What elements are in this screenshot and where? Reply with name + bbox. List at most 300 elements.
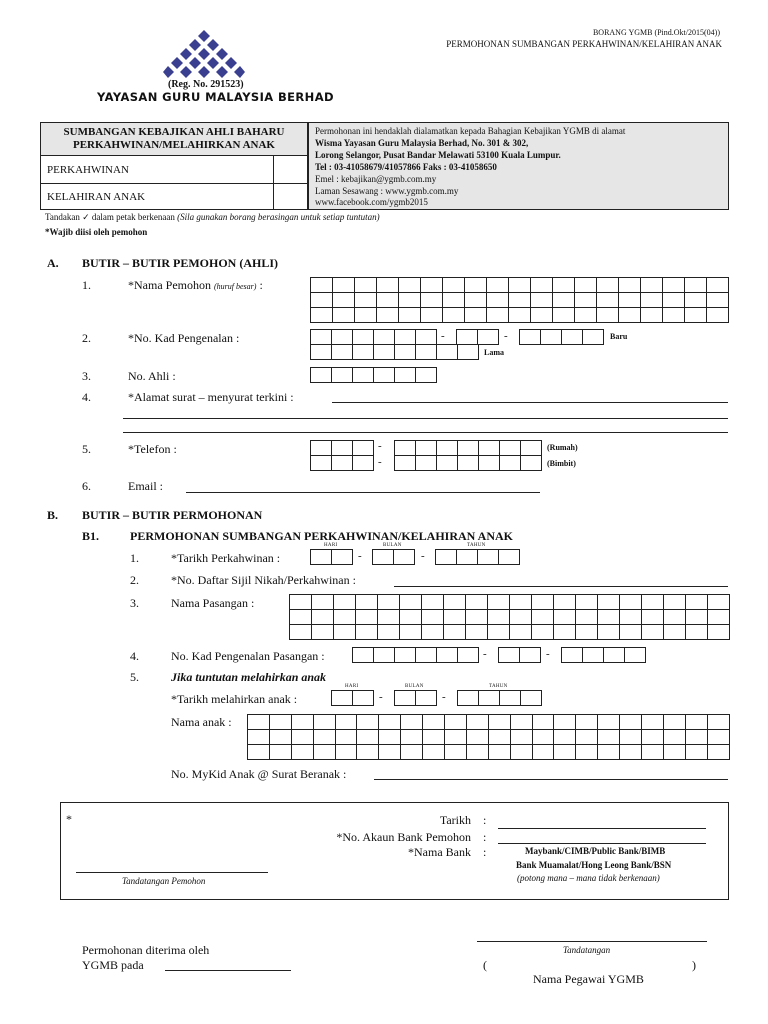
char-box[interactable] — [487, 293, 509, 308]
colon: : — [483, 830, 487, 844]
char-box[interactable] — [458, 345, 479, 360]
char-box[interactable] — [532, 610, 554, 625]
char-box[interactable] — [466, 625, 488, 640]
char-box[interactable] — [708, 595, 730, 610]
char-box[interactable] — [400, 595, 422, 610]
char-box[interactable] — [374, 330, 395, 345]
char-box[interactable] — [401, 715, 423, 730]
char-box[interactable] — [489, 730, 511, 745]
char-box[interactable] — [499, 550, 520, 565]
char-box[interactable] — [248, 715, 270, 730]
char-box[interactable] — [332, 441, 353, 456]
char-box[interactable] — [663, 278, 685, 293]
char-box[interactable] — [314, 745, 336, 760]
char-box[interactable] — [509, 293, 531, 308]
char-box[interactable] — [686, 595, 708, 610]
char-box[interactable] — [270, 745, 292, 760]
char-box[interactable] — [466, 595, 488, 610]
char-box[interactable] — [598, 625, 620, 640]
bank-note: (potong mana – mana tidak berkenaan) — [517, 873, 660, 883]
char-box[interactable] — [437, 456, 458, 471]
char-box[interactable] — [443, 308, 465, 323]
tarikh-kahwin-tahun[interactable] — [435, 549, 520, 565]
char-box[interactable] — [333, 278, 355, 293]
char-box[interactable] — [533, 730, 555, 745]
char-box[interactable] — [532, 595, 554, 610]
char-box[interactable] — [620, 715, 642, 730]
char-box[interactable] — [583, 648, 604, 663]
char-box[interactable] — [422, 595, 444, 610]
char-box[interactable] — [311, 293, 333, 308]
char-box[interactable] — [685, 308, 707, 323]
char-box[interactable] — [598, 595, 620, 610]
char-box[interactable] — [487, 308, 509, 323]
char-box[interactable] — [395, 691, 416, 706]
char-box[interactable] — [270, 730, 292, 745]
char-box[interactable] — [510, 595, 532, 610]
char-box[interactable] — [395, 330, 416, 345]
char-box[interactable] — [374, 345, 395, 360]
char-box[interactable] — [333, 308, 355, 323]
nama-pasangan-grid[interactable] — [289, 594, 730, 640]
char-box[interactable] — [663, 308, 685, 323]
char-box[interactable] — [422, 610, 444, 625]
char-box[interactable] — [377, 278, 399, 293]
char-box[interactable] — [373, 550, 394, 565]
char-box[interactable] — [290, 625, 312, 640]
char-box[interactable] — [353, 345, 374, 360]
char-box[interactable] — [554, 730, 576, 745]
char-box[interactable] — [642, 745, 664, 760]
char-box[interactable] — [532, 625, 554, 640]
char-box[interactable] — [314, 715, 336, 730]
char-box[interactable] — [553, 278, 575, 293]
char-box[interactable] — [336, 715, 358, 730]
char-box[interactable] — [336, 730, 358, 745]
char-box[interactable] — [311, 441, 332, 456]
char-box[interactable] — [708, 745, 730, 760]
tandatangan-pegawai-line[interactable] — [477, 941, 707, 942]
char-box[interactable] — [401, 730, 423, 745]
char-box[interactable] — [597, 308, 619, 323]
char-box[interactable] — [443, 278, 465, 293]
char-box[interactable] — [467, 730, 489, 745]
char-box[interactable] — [333, 293, 355, 308]
mykid-label: No. MyKid Anak @ Surat Beranak : — [171, 767, 347, 781]
char-box[interactable] — [686, 730, 708, 745]
char-box[interactable] — [500, 441, 521, 456]
char-box[interactable] — [685, 293, 707, 308]
char-box[interactable] — [554, 610, 576, 625]
char-box[interactable] — [467, 745, 489, 760]
char-box[interactable] — [576, 625, 598, 640]
char-box[interactable] — [488, 625, 510, 640]
char-box[interactable] — [458, 648, 479, 663]
char-box[interactable] — [423, 730, 445, 745]
char-box[interactable] — [620, 595, 642, 610]
char-box[interactable] — [554, 715, 576, 730]
telefon-bimbit-number[interactable] — [394, 455, 542, 471]
char-box[interactable] — [457, 550, 478, 565]
dash: - — [421, 550, 425, 562]
char-box[interactable] — [583, 330, 604, 345]
char-box[interactable] — [554, 745, 576, 760]
char-box[interactable] — [575, 278, 597, 293]
char-box[interactable] — [510, 625, 532, 640]
char-box[interactable] — [642, 730, 664, 745]
char-box[interactable] — [395, 441, 416, 456]
char-box[interactable] — [510, 610, 532, 625]
char-box[interactable] — [445, 715, 467, 730]
tarikh-kahwin-bulan[interactable] — [372, 549, 415, 565]
char-box[interactable] — [444, 595, 466, 610]
char-box[interactable] — [443, 293, 465, 308]
char-box[interactable] — [664, 715, 686, 730]
ic-pasangan-part1[interactable] — [352, 647, 479, 663]
char-box[interactable] — [399, 278, 421, 293]
char-box[interactable] — [685, 278, 707, 293]
char-box[interactable] — [509, 278, 531, 293]
char-box[interactable] — [489, 745, 511, 760]
char-box[interactable] — [311, 456, 332, 471]
char-box[interactable] — [379, 745, 401, 760]
char-box[interactable] — [423, 715, 445, 730]
char-box[interactable] — [553, 293, 575, 308]
char-box[interactable] — [686, 745, 708, 760]
char-box[interactable] — [292, 715, 314, 730]
diterima-date-field[interactable] — [165, 970, 291, 971]
char-box[interactable] — [416, 648, 437, 663]
char-box[interactable] — [311, 308, 333, 323]
char-box[interactable] — [357, 745, 379, 760]
char-box[interactable] — [707, 308, 729, 323]
char-box[interactable] — [531, 293, 553, 308]
char-box[interactable] — [395, 345, 416, 360]
char-box[interactable] — [353, 691, 374, 706]
char-box[interactable] — [444, 625, 466, 640]
char-box[interactable] — [270, 715, 292, 730]
char-box[interactable] — [686, 625, 708, 640]
char-box[interactable] — [511, 715, 533, 730]
char-box[interactable] — [422, 625, 444, 640]
char-box[interactable] — [598, 715, 620, 730]
char-box[interactable] — [357, 715, 379, 730]
char-box[interactable] — [521, 441, 542, 456]
char-box[interactable] — [400, 625, 422, 640]
checkbox-perkahwinan[interactable] — [273, 155, 308, 184]
info-cell — [308, 122, 729, 210]
email-field[interactable] — [186, 492, 540, 493]
char-box[interactable] — [489, 715, 511, 730]
char-box[interactable] — [423, 745, 445, 760]
char-box[interactable] — [488, 595, 510, 610]
char-box[interactable] — [562, 330, 583, 345]
char-box[interactable] — [458, 456, 479, 471]
char-box[interactable] — [394, 550, 415, 565]
char-box[interactable] — [312, 595, 334, 610]
char-box[interactable] — [416, 345, 437, 360]
char-box[interactable] — [379, 730, 401, 745]
dash: - — [546, 648, 550, 660]
char-box[interactable] — [553, 308, 575, 323]
char-box[interactable] — [664, 745, 686, 760]
char-box[interactable] — [395, 368, 416, 383]
char-box[interactable] — [332, 345, 353, 360]
char-box[interactable] — [353, 330, 374, 345]
char-box[interactable] — [356, 625, 378, 640]
char-box[interactable] — [533, 745, 555, 760]
char-box[interactable] — [353, 441, 374, 456]
char-box[interactable] — [663, 293, 685, 308]
char-box[interactable] — [334, 625, 356, 640]
char-box[interactable] — [597, 278, 619, 293]
char-box[interactable] — [332, 368, 353, 383]
char-box[interactable] — [511, 745, 533, 760]
ic-baru-part2[interactable] — [456, 329, 499, 345]
char-box[interactable] — [377, 308, 399, 323]
alamat-line-1[interactable] — [332, 402, 728, 403]
char-box[interactable] — [479, 691, 500, 706]
nama-pemohon-grid[interactable] — [310, 277, 729, 323]
char-box[interactable] — [416, 456, 437, 471]
char-box[interactable] — [619, 278, 641, 293]
char-box[interactable] — [401, 745, 423, 760]
char-box[interactable] — [598, 610, 620, 625]
char-box[interactable] — [554, 595, 576, 610]
char-box[interactable] — [478, 550, 499, 565]
char-box[interactable] — [521, 691, 542, 706]
char-box[interactable] — [509, 308, 531, 323]
char-box[interactable] — [479, 441, 500, 456]
tarikh-kahwin-hari[interactable] — [310, 549, 353, 565]
char-box[interactable] — [664, 610, 686, 625]
char-box[interactable] — [520, 648, 541, 663]
char-box[interactable] — [355, 308, 377, 323]
char-box[interactable] — [500, 456, 521, 471]
char-box[interactable] — [311, 345, 332, 360]
char-box[interactable] — [399, 293, 421, 308]
item-number: 2. — [82, 331, 91, 345]
char-box[interactable] — [479, 456, 500, 471]
akaun-field[interactable] — [498, 843, 706, 844]
char-box[interactable] — [642, 595, 664, 610]
char-box[interactable] — [332, 550, 353, 565]
char-box[interactable] — [465, 308, 487, 323]
char-box[interactable] — [541, 330, 562, 345]
char-box[interactable] — [641, 293, 663, 308]
char-box[interactable] — [400, 610, 422, 625]
char-box[interactable] — [374, 368, 395, 383]
char-box[interactable] — [311, 550, 332, 565]
telefon-rumah-number[interactable] — [394, 440, 542, 456]
char-box[interactable] — [416, 368, 437, 383]
char-box[interactable] — [487, 278, 509, 293]
char-box[interactable] — [437, 441, 458, 456]
char-box[interactable] — [642, 625, 664, 640]
char-box[interactable] — [708, 610, 730, 625]
char-box[interactable] — [642, 715, 664, 730]
char-box[interactable] — [686, 610, 708, 625]
char-box[interactable] — [521, 456, 542, 471]
char-box[interactable] — [353, 456, 374, 471]
char-box[interactable] — [625, 648, 646, 663]
char-box[interactable] — [445, 730, 467, 745]
char-box[interactable] — [312, 610, 334, 625]
char-box[interactable] — [511, 730, 533, 745]
char-box[interactable] — [458, 441, 479, 456]
tarikh-field[interactable] — [498, 828, 706, 829]
char-box[interactable] — [374, 648, 395, 663]
char-box[interactable] — [356, 610, 378, 625]
char-box[interactable] — [642, 610, 664, 625]
char-box[interactable] — [597, 293, 619, 308]
char-box[interactable] — [465, 293, 487, 308]
char-box[interactable] — [664, 730, 686, 745]
char-box[interactable] — [531, 278, 553, 293]
char-box[interactable] — [355, 293, 377, 308]
char-box[interactable] — [332, 456, 353, 471]
char-box[interactable] — [641, 278, 663, 293]
char-box[interactable] — [332, 691, 353, 706]
tandatangan-pemohon-line[interactable] — [76, 872, 268, 873]
char-box[interactable] — [356, 595, 378, 610]
char-box[interactable] — [562, 648, 583, 663]
char-box[interactable] — [499, 648, 520, 663]
char-box[interactable] — [437, 648, 458, 663]
char-box[interactable] — [708, 730, 730, 745]
char-box[interactable] — [311, 278, 333, 293]
char-box[interactable] — [620, 745, 642, 760]
char-box[interactable] — [353, 368, 374, 383]
char-box[interactable] — [707, 293, 729, 308]
bank-options-2: Bank Muamalat/Hong Leong Bank/BSN — [516, 860, 672, 870]
ic-baru-part1[interactable] — [310, 329, 437, 345]
sijil-nikah-field[interactable] — [394, 586, 728, 587]
telefon-rumah-code[interactable] — [310, 440, 374, 456]
char-box[interactable] — [467, 715, 489, 730]
char-box[interactable] — [458, 691, 479, 706]
char-box[interactable] — [444, 610, 466, 625]
char-box[interactable] — [355, 278, 377, 293]
char-box[interactable] — [416, 330, 437, 345]
char-box[interactable] — [436, 550, 457, 565]
ic-lama-grid[interactable] — [310, 344, 479, 360]
char-box[interactable] — [314, 730, 336, 745]
char-box[interactable] — [416, 441, 437, 456]
char-box[interactable] — [312, 625, 334, 640]
char-box[interactable] — [395, 456, 416, 471]
ic-pasangan-part3[interactable] — [561, 647, 646, 663]
char-box[interactable] — [664, 595, 686, 610]
char-box[interactable] — [488, 610, 510, 625]
char-box[interactable] — [520, 330, 541, 345]
char-box[interactable] — [292, 745, 314, 760]
nama-anak-grid[interactable] — [247, 714, 730, 760]
char-box[interactable] — [500, 691, 521, 706]
char-box[interactable] — [708, 625, 730, 640]
telefon-bimbit-code[interactable] — [310, 455, 374, 471]
char-box[interactable] — [576, 745, 598, 760]
char-box[interactable] — [620, 625, 642, 640]
char-box[interactable] — [399, 308, 421, 323]
char-box[interactable] — [465, 278, 487, 293]
char-box[interactable] — [437, 345, 458, 360]
char-box[interactable] — [619, 293, 641, 308]
char-box[interactable] — [378, 610, 400, 625]
char-box[interactable] — [554, 625, 576, 640]
char-box[interactable] — [379, 715, 401, 730]
char-box[interactable] — [575, 308, 597, 323]
char-box[interactable] — [531, 308, 553, 323]
char-box[interactable] — [478, 330, 499, 345]
char-box[interactable] — [686, 715, 708, 730]
char-box[interactable] — [334, 610, 356, 625]
char-box[interactable] — [377, 293, 399, 308]
char-box[interactable] — [576, 730, 598, 745]
char-box[interactable] — [604, 648, 625, 663]
char-box[interactable] — [292, 730, 314, 745]
checkbox-kelahiran[interactable] — [273, 183, 308, 210]
char-box[interactable] — [311, 330, 332, 345]
char-box[interactable] — [290, 595, 312, 610]
char-box[interactable] — [290, 610, 312, 625]
char-box[interactable] — [466, 610, 488, 625]
tarikh-lahir-bulan[interactable] — [394, 690, 437, 706]
char-box[interactable] — [248, 730, 270, 745]
tarikh-lahir-tahun[interactable] — [457, 690, 542, 706]
char-box[interactable] — [421, 293, 443, 308]
alamat-line-2[interactable] — [123, 418, 728, 419]
char-box[interactable] — [641, 308, 663, 323]
tarikh-lahir-hari[interactable] — [331, 690, 374, 706]
ic-pasangan-part2[interactable] — [498, 647, 541, 663]
mykid-field[interactable] — [374, 779, 728, 780]
char-box[interactable] — [620, 610, 642, 625]
alamat-line-3[interactable] — [123, 432, 728, 433]
char-box[interactable] — [576, 715, 598, 730]
ic-baru-part3[interactable] — [519, 329, 604, 345]
char-box[interactable] — [378, 595, 400, 610]
char-box[interactable] — [378, 625, 400, 640]
char-box[interactable] — [619, 308, 641, 323]
char-box[interactable] — [445, 745, 467, 760]
char-box[interactable] — [620, 730, 642, 745]
char-box[interactable] — [598, 730, 620, 745]
char-box[interactable] — [421, 278, 443, 293]
char-box[interactable] — [248, 745, 270, 760]
char-box[interactable] — [357, 730, 379, 745]
char-box[interactable] — [332, 330, 353, 345]
char-box[interactable] — [575, 293, 597, 308]
char-box[interactable] — [708, 715, 730, 730]
char-box[interactable] — [336, 745, 358, 760]
char-box[interactable] — [533, 715, 555, 730]
char-box[interactable] — [395, 648, 416, 663]
char-box[interactable] — [416, 691, 437, 706]
char-box[interactable] — [707, 278, 729, 293]
char-box[interactable] — [576, 595, 598, 610]
item-number: 2. — [130, 573, 139, 587]
char-box[interactable] — [576, 610, 598, 625]
char-box[interactable] — [353, 648, 374, 663]
char-box[interactable] — [664, 625, 686, 640]
char-box[interactable] — [334, 595, 356, 610]
char-box[interactable] — [421, 308, 443, 323]
char-box[interactable] — [457, 330, 478, 345]
char-box[interactable] — [598, 745, 620, 760]
no-ahli-grid[interactable] — [310, 367, 437, 383]
char-box[interactable] — [311, 368, 332, 383]
